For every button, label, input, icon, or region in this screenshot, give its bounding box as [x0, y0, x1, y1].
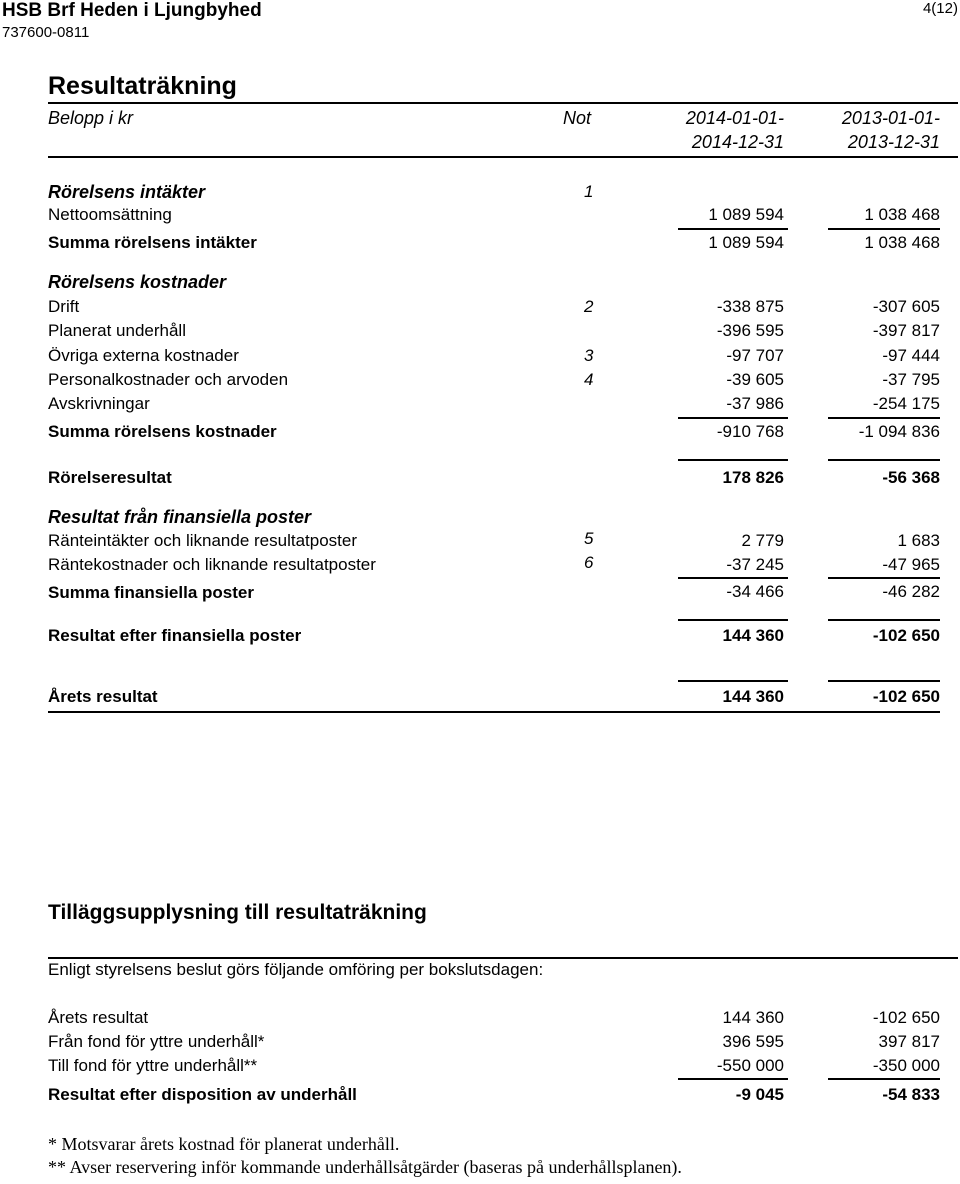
sum-rule	[828, 680, 940, 682]
line-item-planned-maintenance: Planerat underhåll	[48, 321, 186, 340]
value-2014: 178 826	[722, 468, 784, 487]
result-after-disposition-label: Resultat efter disposition av underhåll	[48, 1085, 357, 1104]
value-2014: -37 986	[726, 394, 784, 413]
page-number: 4(12)	[922, 0, 958, 17]
value-2013: -102 650	[872, 687, 940, 706]
sum-operating-income-label: Summa rörelsens intäkter	[48, 233, 257, 252]
supplement-net-result-label: Årets resultat	[48, 1008, 149, 1027]
value-2014: 1 089 594	[708, 205, 784, 224]
sum-rule	[828, 459, 940, 461]
sum-rule	[678, 228, 788, 230]
title-rule	[48, 102, 958, 104]
operating-result-label: Rörelseresultat	[48, 468, 172, 487]
value-2013: 1 683	[897, 531, 940, 550]
column-header-note: Not	[563, 108, 592, 128]
column-header-year1-start: 2014-01-01-	[685, 108, 784, 128]
value-2014: -97 707	[726, 346, 784, 365]
sum-rule	[828, 577, 940, 579]
value-2014: 2 779	[741, 531, 784, 550]
footnote: ** Avser reservering inför kommande underhållsåtgärder (baseras på underhållsplanen).	[48, 1157, 682, 1177]
value-2013: -1 094 836	[858, 422, 940, 441]
value-2014: -396 595	[716, 321, 784, 340]
value-2013: -102 650	[872, 626, 940, 645]
value-2013: -102 650	[872, 1008, 940, 1027]
value-2014: -37 245	[726, 555, 784, 574]
footnote: * Motsvarar årets kostnad för planerat underhåll.	[48, 1134, 400, 1154]
supplement-title: Tilläggsupplysning till resultaträkning	[48, 901, 427, 924]
value-2014: -338 875	[716, 297, 784, 316]
result-after-financial-items-label: Resultat efter finansiella poster	[48, 626, 302, 645]
sum-rule	[828, 417, 940, 419]
organization-name: HSB Brf Heden i Ljungbyhed	[2, 0, 262, 21]
sum-rule	[678, 459, 788, 461]
supplement-rule	[48, 957, 958, 959]
sum-rule	[678, 1078, 788, 1080]
column-header-amount: Belopp i kr	[48, 108, 134, 128]
column-header-year2-start: 2013-01-01-	[841, 108, 940, 128]
value-2014: -39 605	[726, 370, 784, 389]
header-rule	[48, 156, 958, 158]
section-heading-operating-costs: Rörelsens kostnader	[48, 272, 227, 292]
organization-number: 737600-0811	[2, 24, 90, 41]
sum-rule	[678, 680, 788, 682]
value-2014: 396 595	[722, 1032, 784, 1051]
value-2014: -34 466	[726, 582, 784, 601]
page-title: Resultaträkning	[48, 72, 237, 100]
column-header-year1-end: 2014-12-31	[691, 132, 784, 152]
value-2014: 144 360	[722, 687, 784, 706]
to-maintenance-fund-label: Till fond för yttre underhåll**	[48, 1056, 258, 1075]
note-ref: 3	[584, 346, 594, 365]
net-result-label: Årets resultat	[48, 687, 158, 706]
value-2014: -550 000	[716, 1056, 784, 1075]
value-2013: -37 795	[882, 370, 940, 389]
value-2013: -54 833	[882, 1085, 940, 1104]
sum-rule	[828, 1078, 940, 1080]
value-2013: -350 000	[872, 1056, 940, 1075]
value-2013: -397 817	[872, 321, 940, 340]
note-ref: 2	[584, 297, 594, 316]
line-item-net-sales: Nettoomsättning	[48, 205, 172, 224]
value-2013: -47 965	[882, 555, 940, 574]
line-item-interest-income: Ränteintäkter och liknande resultatposter	[48, 531, 358, 550]
note-ref: 1	[584, 182, 594, 201]
section-heading-operating-income: Rörelsens intäkter	[48, 182, 206, 202]
value-2014: -910 768	[716, 422, 784, 441]
column-header-year2-end: 2013-12-31	[847, 132, 940, 152]
value-2014: 144 360	[722, 626, 784, 645]
sum-rule	[678, 577, 788, 579]
sum-rule	[828, 619, 940, 621]
note-ref: 4	[584, 370, 594, 389]
line-item-operations: Drift	[48, 297, 80, 316]
from-maintenance-fund-label: Från fond för yttre underhåll*	[48, 1032, 265, 1051]
sum-operating-costs-label: Summa rörelsens kostnader	[48, 422, 277, 441]
value-2014: 1 089 594	[708, 233, 784, 252]
value-2013: -97 444	[882, 346, 940, 365]
line-item-interest-expense: Räntekostnader och liknande resultatposter	[48, 555, 376, 574]
value-2013: -307 605	[872, 297, 940, 316]
value-2013: -254 175	[872, 394, 940, 413]
value-2013: -46 282	[882, 582, 940, 601]
line-item-other-external-costs: Övriga externa kostnader	[48, 346, 239, 365]
supplement-intro: Enligt styrelsens beslut görs följande omföring per bokslutsdagen:	[48, 960, 544, 979]
sum-rule	[828, 228, 940, 230]
net-result-rule	[48, 711, 940, 713]
value-2014: -9 045	[735, 1085, 784, 1104]
line-item-personnel-costs: Personalkostnader och arvoden	[48, 370, 289, 389]
line-item-depreciation: Avskrivningar	[48, 394, 150, 413]
value-2013: 1 038 468	[864, 233, 940, 252]
sum-rule	[678, 619, 788, 621]
note-ref: 5	[584, 529, 594, 548]
sum-financial-items-label: Summa finansiella poster	[48, 583, 254, 602]
value-2013: 397 817	[878, 1032, 940, 1051]
note-ref: 6	[584, 553, 594, 572]
sum-rule	[678, 417, 788, 419]
value-2013: 1 038 468	[864, 205, 940, 224]
value-2014: 144 360	[722, 1008, 784, 1027]
section-heading-financial-items: Resultat från finansiella poster	[48, 507, 312, 527]
value-2013: -56 368	[882, 468, 940, 487]
